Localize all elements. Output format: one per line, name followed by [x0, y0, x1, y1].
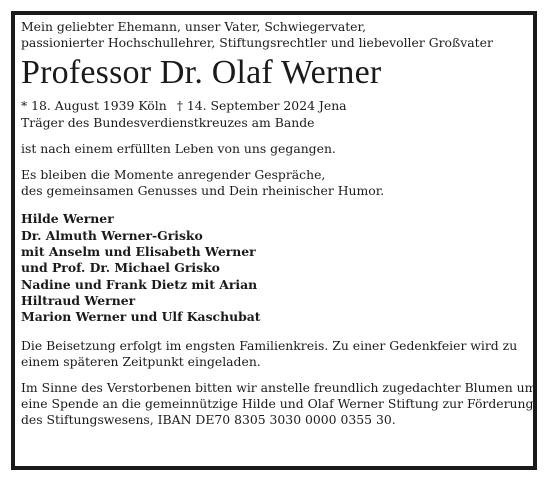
- burial-line: einem späteren Zeitpunkt eingeladen.: [21, 353, 261, 369]
- intro-line: Mein geliebter Ehemann, unser Vater, Schwiegervater,: [21, 19, 367, 34]
- mourner: Nadine und Frank Dietz mit Arian: [21, 276, 258, 292]
- passing-line: ist nach einem erfüllten Leben von uns gegangen.: [21, 140, 336, 156]
- mourner: Marion Werner und Ulf Kaschubat: [21, 309, 261, 325]
- burial-notice: [21, 337, 518, 370]
- mourner: Hilde Werner: [21, 211, 114, 227]
- passing-statement: [21, 141, 501, 157]
- donation-line: Im Sinne des Verstorbenen bitten wir anstelle freundlich zugedachter Blumen um: [21, 379, 537, 395]
- mourner: mit Anselm und Elisabeth Werner: [21, 244, 256, 260]
- birth-date: * 18. August 1939 Köln: [21, 98, 167, 114]
- mourner: Dr. Almuth Werner-Grisko: [21, 227, 203, 243]
- obituary-notice: [21, 19, 537, 429]
- donation-line: eine Spende an die gemeinnützige Hilde und Olaf Werner Stiftung zur Förderung: [21, 396, 534, 412]
- mourners-list: [21, 211, 501, 325]
- life-dates: [21, 98, 501, 114]
- memory-line: Es bleiben die Momente anregender Gespräche,: [21, 167, 326, 183]
- memory-line: des gemeinsamen Genusses und Dein rheinischer Humor.: [21, 183, 385, 199]
- death-date: † 14. September 2024 Jena: [176, 98, 347, 114]
- donation-notice: [21, 379, 537, 429]
- deceased-name: Professor Dr. Olaf Werner: [21, 54, 382, 92]
- honor-text: Träger des Bundesverdienstkreuzes am Bande: [21, 114, 315, 130]
- burial-line: Die Beisetzung erfolgt im engsten Familienkreis. Zu einer Gedenkfeier wird zu: [21, 337, 518, 353]
- mourner: Hiltraud Werner: [21, 292, 136, 308]
- memory-text: [21, 167, 501, 199]
- donation-line: des Stiftungswesens, IBAN DE70 8305 3030 0000 0355 30.: [21, 412, 396, 428]
- mourner: und Prof. Dr. Michael Grisko: [21, 260, 220, 276]
- intro-text: [21, 19, 501, 51]
- intro-line: passionierter Hochschullehrer, Stiftungsrechtler und liebevoller Großvater: [21, 35, 493, 51]
